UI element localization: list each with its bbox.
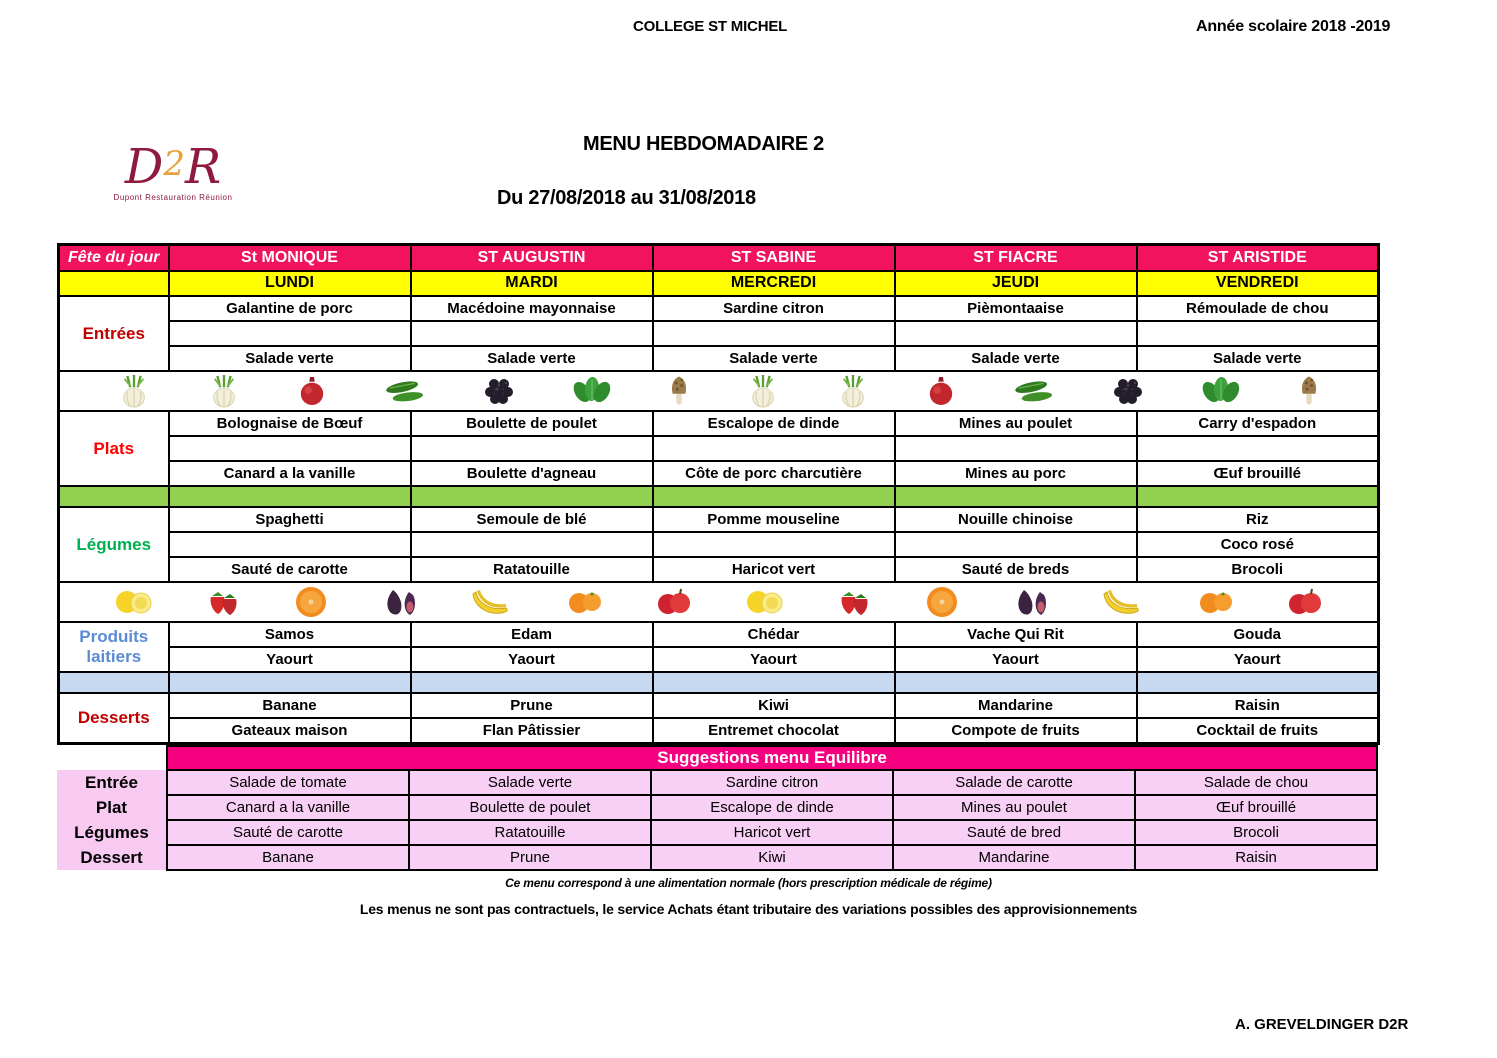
menu-cell: Bolognaise de Bœuf: [169, 411, 411, 436]
color-band-cell: [411, 672, 653, 693]
suggestion-row-label: Entrée: [85, 772, 138, 792]
menu-cell: Yaourt: [653, 647, 895, 672]
logo-letter-r: R: [184, 139, 222, 195]
menu-cell: [895, 321, 1137, 346]
menu-cell: [411, 436, 653, 461]
menu-cell: Ratatouille: [411, 557, 653, 582]
menu-cell: Sauté de carotte: [169, 557, 411, 582]
menu-cell: [169, 436, 411, 461]
day-header: LUNDI: [169, 271, 411, 296]
color-band-cell: [411, 486, 653, 507]
menu-cell: [653, 321, 895, 346]
suggestion-cell: Kiwi: [651, 845, 893, 870]
fennel-icon: [747, 373, 779, 409]
banana-icon: [472, 589, 514, 615]
suggestion-cell: Brocoli: [1135, 820, 1377, 845]
date-range: Du 27/08/2018 au 31/08/2018: [497, 187, 756, 209]
menu-cell: [653, 532, 895, 557]
menu-cell: [411, 321, 653, 346]
morel-icon: [1299, 374, 1319, 408]
color-band-cell: [169, 672, 411, 693]
color-band-cell: [895, 672, 1137, 693]
menu-cell: [1137, 436, 1379, 461]
menu-cell: Gouda: [1137, 622, 1379, 647]
weekly-menu-table: [57, 243, 1380, 745]
suggestion-cell: Sardine citron: [651, 770, 893, 795]
suggestion-cell: Salade de chou: [1135, 770, 1377, 795]
lemon-icon: [746, 588, 784, 616]
menu-cell: [169, 532, 411, 557]
suggestion-cell: Haricot vert: [651, 820, 893, 845]
menu-cell: Haricot vert: [653, 557, 895, 582]
spinach-icon: [572, 376, 612, 406]
menu-cell: Flan Pâtissier: [411, 718, 653, 744]
color-band-cell: [1137, 672, 1379, 693]
saint-header: St MONIQUE: [169, 245, 411, 272]
suggestion-cell: Sauté de carotte: [167, 820, 409, 845]
fig-icon: [1014, 587, 1048, 617]
color-band-cell: [59, 486, 169, 507]
suggestion-cell: Salade de carotte: [893, 770, 1135, 795]
clementine-icon: [1199, 589, 1233, 615]
suggestion-cell: Mines au poulet: [893, 795, 1135, 820]
menu-cell: Pomme mouseline: [653, 507, 895, 532]
menu-cell: [895, 532, 1137, 557]
menu-cell: Macédoine mayonnaise: [411, 296, 653, 321]
menu-cell: [653, 436, 895, 461]
menu-cell: Nouille chinoise: [895, 507, 1137, 532]
saint-header: ST ARISTIDE: [1137, 245, 1379, 272]
suggestion-row-label: Dessert: [80, 847, 143, 867]
menu-cell: Salade verte: [1137, 346, 1379, 371]
banana-icon: [1103, 589, 1145, 615]
color-band-cell: [895, 486, 1137, 507]
menu-cell: Semoule de blé: [411, 507, 653, 532]
orange-icon: [925, 585, 959, 619]
pomegranate-icon: [298, 375, 326, 407]
strawberry-icon: [207, 588, 239, 616]
suggestion-row-labels: [57, 770, 167, 870]
menu-cell: Banane: [169, 693, 411, 718]
menu-cell: [169, 321, 411, 346]
suggestion-cell: Escalope de dinde: [651, 795, 893, 820]
menu-cell: Mines au porc: [895, 461, 1137, 486]
suggestion-cell: Salade verte: [409, 770, 651, 795]
suggestions-table: [57, 745, 1378, 871]
suggestion-cell: Prune: [409, 845, 651, 870]
day-header: VENDREDI: [1137, 271, 1379, 296]
morel-icon: [669, 374, 689, 408]
section-label-laitiers: Produits laitiers: [59, 622, 169, 672]
spinach-icon: [1201, 376, 1241, 406]
vegetables-decor-row: [59, 371, 1379, 411]
apple-icon: [657, 588, 691, 616]
menu-area: [57, 243, 1379, 871]
page-title: MENU HEBDOMADAIRE 2: [583, 133, 824, 155]
menu-cell: Prune: [411, 693, 653, 718]
menu-cell: Raisin: [1137, 693, 1379, 718]
diet-note: Ce menu correspond à une alimentation normale (hors prescription médicale de régime): [505, 876, 992, 890]
saint-header: ST SABINE: [653, 245, 895, 272]
suggestion-row-label: Plat: [95, 797, 128, 817]
lemon-icon: [115, 588, 153, 616]
section-label-entrees: Entrées: [59, 296, 169, 371]
menu-cell: Mines au poulet: [895, 411, 1137, 436]
logo-digit-2: 2: [163, 144, 185, 184]
menu-cell: Brocoli: [1137, 557, 1379, 582]
grapes-icon: [484, 376, 514, 406]
pomegranate-icon: [927, 375, 955, 407]
logo-letter-d: D: [124, 139, 164, 195]
menu-cell: Edam: [411, 622, 653, 647]
menu-cell: Boulette de poulet: [411, 411, 653, 436]
section-label-desserts: Desserts: [59, 693, 169, 744]
fennel-icon: [208, 373, 240, 409]
grapes-icon: [1113, 376, 1143, 406]
menu-cell: Salade verte: [411, 346, 653, 371]
suggestions-corner-cell: [57, 746, 167, 770]
contract-note: Les menus ne sont pas contractuels, le service Achats étant tributaire des variations possibles des approvisionnements: [359, 901, 1138, 917]
menu-cell: Canard a la vanille: [169, 461, 411, 486]
menu-cell: Rémoulade de chou: [1137, 296, 1379, 321]
menu-cell: Chédar: [653, 622, 895, 647]
menu-cell: Carry d'espadon: [1137, 411, 1379, 436]
suggestion-cell: Sauté de bred: [893, 820, 1135, 845]
menu-cell: Yaourt: [895, 647, 1137, 672]
menu-cell: Salade verte: [895, 346, 1137, 371]
suggestion-cell: Mandarine: [893, 845, 1135, 870]
menu-cell: Sauté de breds: [895, 557, 1137, 582]
suggestion-cell: Œuf brouillé: [1135, 795, 1377, 820]
menu-cell: Cocktail de fruits: [1137, 718, 1379, 744]
author-signature: A. GREVELDINGER D2R: [1235, 1016, 1409, 1033]
zucchini-icon: [1013, 376, 1055, 406]
orange-icon: [294, 585, 328, 619]
menu-cell: Mandarine: [895, 693, 1137, 718]
d2r-logo: [98, 139, 248, 202]
color-band-cell: [653, 486, 895, 507]
menu-cell: Escalope de dinde: [653, 411, 895, 436]
apple-icon: [1288, 588, 1322, 616]
strawberry-icon: [838, 588, 870, 616]
fennel-icon: [118, 373, 150, 409]
menu-cell: Vache Qui Rit: [895, 622, 1137, 647]
menu-cell: Yaourt: [1137, 647, 1379, 672]
menu-cell: Entremet chocolat: [653, 718, 895, 744]
fete-du-jour-label: Fête du jour: [59, 245, 169, 272]
suggestion-cell: Raisin: [1135, 845, 1377, 870]
day-header: JEUDI: [895, 271, 1137, 296]
suggestion-row-label: Légumes: [74, 822, 149, 842]
fig-icon: [383, 587, 417, 617]
suggestion-cell: Canard a la vanille: [167, 795, 409, 820]
zucchini-icon: [384, 376, 426, 406]
menu-cell: Riz: [1137, 507, 1379, 532]
section-label-legumes: Légumes: [59, 507, 169, 582]
color-band-cell: [1137, 486, 1379, 507]
menu-cell: Samos: [169, 622, 411, 647]
suggestion-cell: Ratatouille: [409, 820, 651, 845]
suggestion-cell: Salade de tomate: [167, 770, 409, 795]
menu-cell: [1137, 321, 1379, 346]
menu-cell: Boulette d'agneau: [411, 461, 653, 486]
suggestions-banner: Suggestions menu Equilibre: [167, 746, 1377, 770]
menu-cell: Compote de fruits: [895, 718, 1137, 744]
day-header: MARDI: [411, 271, 653, 296]
color-band-cell: [169, 486, 411, 507]
menu-cell: Spaghetti: [169, 507, 411, 532]
clementine-icon: [568, 589, 602, 615]
menu-cell: Pièmontaaise: [895, 296, 1137, 321]
day-header: MERCREDI: [653, 271, 895, 296]
menu-cell: Œuf brouillé: [1137, 461, 1379, 486]
menu-cell: [895, 436, 1137, 461]
vegetables-images: [60, 372, 1377, 410]
menu-cell: Côte de porc charcutière: [653, 461, 895, 486]
section-label-plats: Plats: [59, 411, 169, 486]
school-name: COLLEGE ST MICHEL: [633, 18, 788, 35]
menu-cell: Gateaux maison: [169, 718, 411, 744]
saint-header: ST FIACRE: [895, 245, 1137, 272]
menu-cell: Galantine de porc: [169, 296, 411, 321]
menu-cell: Kiwi: [653, 693, 895, 718]
corner-yellow-cell: [59, 271, 169, 296]
fruits-images: [60, 583, 1377, 621]
menu-cell: Coco rosé: [1137, 532, 1379, 557]
color-band-cell: [59, 672, 169, 693]
d2r-logo-word: [98, 139, 248, 195]
fennel-icon: [837, 373, 869, 409]
logo-subtitle: Dupont Restauration Réunion: [113, 193, 233, 202]
menu-cell: Yaourt: [169, 647, 411, 672]
color-band-cell: [653, 672, 895, 693]
menu-cell: Salade verte: [169, 346, 411, 371]
school-year: Année scolaire 2018 -2019: [1196, 18, 1391, 35]
saint-header: ST AUGUSTIN: [411, 245, 653, 272]
suggestion-cell: Boulette de poulet: [409, 795, 651, 820]
menu-cell: Yaourt: [411, 647, 653, 672]
menu-cell: [411, 532, 653, 557]
menu-cell: Salade verte: [653, 346, 895, 371]
suggestion-cell: Banane: [167, 845, 409, 870]
fruits-decor-row: [59, 582, 1379, 622]
menu-cell: Sardine citron: [653, 296, 895, 321]
